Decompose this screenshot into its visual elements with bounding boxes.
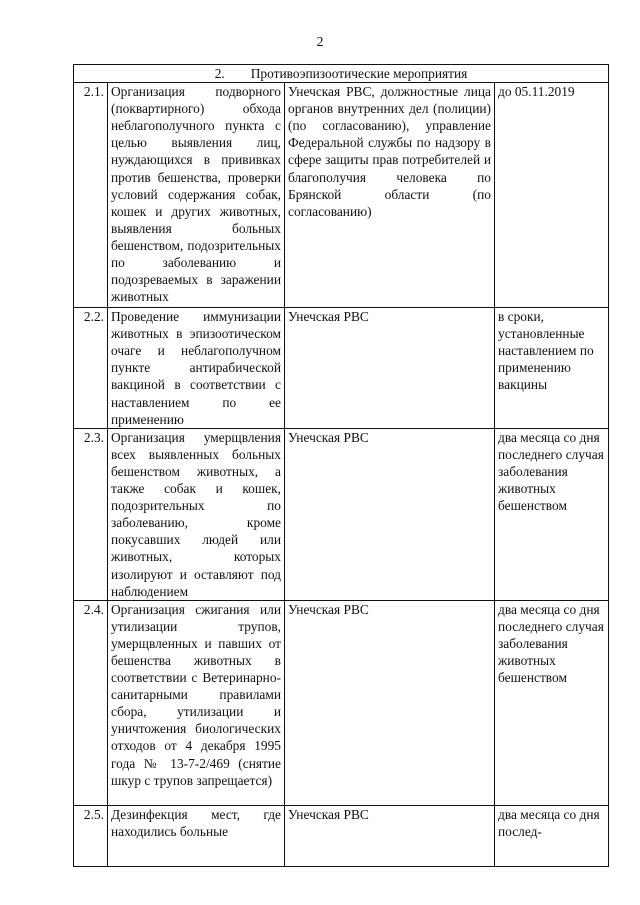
row-executor: Унечская РВС	[285, 600, 495, 805]
row-executor: Унечская РВС	[285, 428, 495, 600]
row-number: 2.3.	[74, 428, 108, 600]
row-executor: Унечская РВС	[285, 308, 495, 429]
row-executor: Унечская РВС, должностные лица органов внутренних дел (полиции) (по согласованию), управление Федеральной службы по надзору в сфере защиты прав потребителей и благополучия человека по Брянской области (по согласованию)	[285, 83, 495, 308]
row-number: 2.4.	[74, 600, 108, 805]
table-row	[74, 308, 609, 429]
row-term: два месяца со дня последнего случая заболевания животных бешенством	[495, 600, 609, 805]
row-action: Проведение иммунизации животных в эпизоотическом очаге и неблагополучном пункте антирабической вакциной в соответствии с наставлением по ее применению	[108, 308, 285, 429]
measures-table	[73, 64, 609, 867]
row-term: два месяца со дня послед-	[495, 805, 609, 866]
row-number: 2.5.	[74, 805, 108, 866]
row-term: до 05.11.2019	[495, 83, 609, 308]
row-action: Организация сжигания или утилизации трупов, умерщвленных и павших от бешенства животных в соответствии с Ветеринарно-санитарными правилами сбора, утилизации и уничтожения биологических отходов от 4 декабря 1995 года № 13-7-2/469 (снятие шкур с трупов запрещается)	[108, 600, 285, 805]
row-executor: Унечская РВС	[285, 805, 495, 866]
table-row	[74, 83, 609, 308]
row-action: Организация умерщвления всех выявленных больных бешенством животных, а также собак и кошек, подозрительных по заболеванию, кроме покусавших людей или животных, которых изолируют и оставляют под наблюдением	[108, 428, 285, 600]
section-title: Противоэпизоотические мероприятия	[250, 66, 468, 81]
row-number: 2.2.	[74, 308, 108, 429]
row-action: Дезинфекция мест, где находились больные	[108, 805, 285, 866]
row-term: в сроки, установленные наставлением по применению вакцины	[495, 308, 609, 429]
table-row	[74, 600, 609, 805]
section-heading-row	[74, 65, 609, 83]
table-row	[74, 805, 609, 866]
page-number: 2	[316, 35, 324, 50]
table-row	[74, 428, 609, 600]
row-number: 2.1.	[74, 83, 108, 308]
section-heading	[74, 65, 609, 83]
row-action: Организация подворного (поквартирного) обхода неблагополучного пункта с целью выявления лиц, нуждающихся в прививках против бешенства, проверки условий содержания собак, кошек и других животных, выявления больных бешенством, подозрительных по заболеванию и подозреваемых в заражении животных	[108, 83, 285, 308]
section-number: 2.	[214, 66, 225, 81]
row-term: два месяца со дня последнего случая заболевания животных бешенством	[495, 428, 609, 600]
